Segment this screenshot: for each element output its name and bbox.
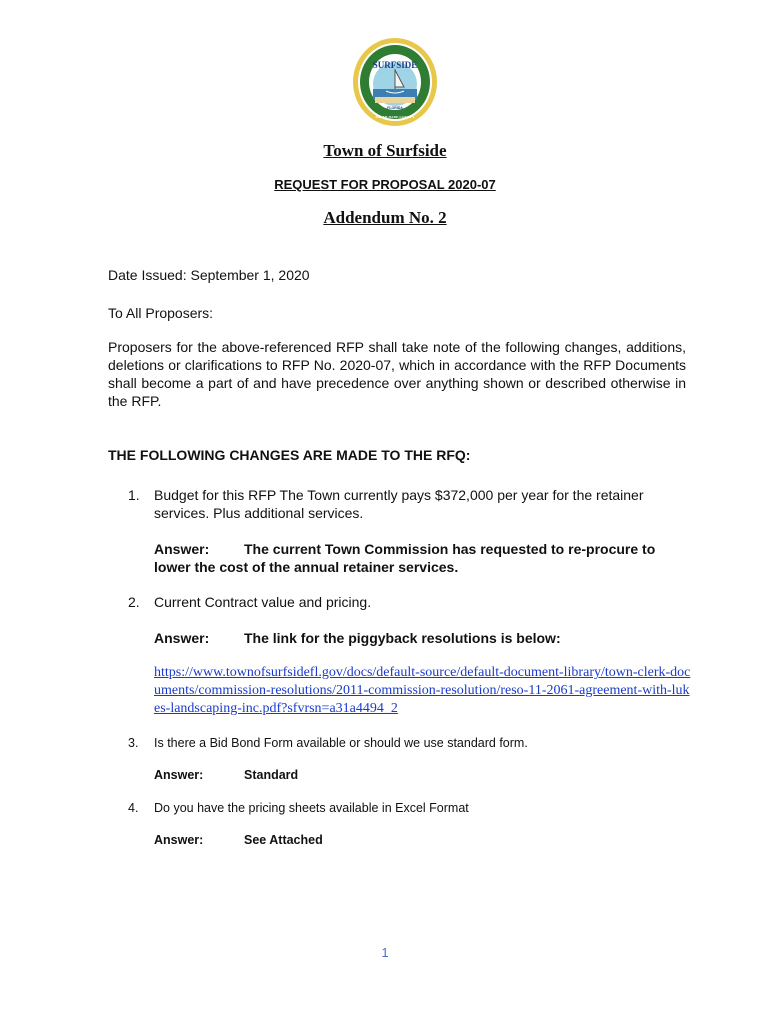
item-answer — [154, 540, 684, 576]
item-number: 2. — [128, 594, 140, 610]
resolution-link[interactable]: https://www.townofsurfsidefl.gov/docs/default-source/default-document-library/town-clerk-documents/commission-resolutions/2011-commission-resolution/reso-11-2061-agreement-with-lukes-landscaping-inc.pdf?sfvrsn=a31a4494_2 — [154, 665, 691, 716]
answer-text: The current Town Commission has requested to re-procure to lower the cost of the annual retainer services. — [154, 541, 656, 575]
answer-label: Answer: — [154, 768, 204, 782]
date-issued: Date Issued: September 1, 2020 — [108, 267, 310, 283]
answer-text: The link for the piggyback resolutions is below: — [244, 630, 561, 646]
answer-label: Answer: — [154, 630, 210, 646]
svg-text:TOWN OF: TOWN OF — [385, 56, 405, 61]
addendum-title: Addendum No. 2 — [323, 208, 447, 227]
svg-text:SURFSIDE: SURFSIDE — [372, 60, 418, 70]
svg-text:FLORIDA: FLORIDA — [387, 106, 403, 110]
item-answer — [154, 766, 684, 784]
answer-text: See Attached — [244, 833, 323, 847]
answer-label: Answer: — [154, 833, 204, 847]
answer-label: Answer: — [154, 541, 210, 557]
item-question: Current Contract value and pricing. — [154, 594, 372, 610]
item-question: Budget for this RFP The Town currently pays $372,000 per year for the retainer services. Plus additional services. — [154, 487, 644, 521]
item-question: Is there a Bid Bond Form available or should we use standard form. — [154, 736, 528, 750]
changes-heading: THE FOLLOWING CHANGES ARE MADE TO THE RFQ: — [108, 447, 471, 463]
salutation: To All Proposers: — [108, 305, 214, 321]
town-seal-logo — [352, 37, 438, 127]
item-number: 1. — [128, 487, 140, 503]
town-title: Town of Surfside — [323, 141, 447, 160]
svg-text:MIAMI-DADE COUNTY: MIAMI-DADE COUNTY — [375, 115, 415, 119]
item-question: Do you have the pricing sheets available in Excel Format — [154, 801, 469, 815]
page-number: 1 — [381, 945, 389, 960]
item-answer — [154, 831, 684, 849]
rfp-title: REQUEST FOR PROPOSAL 2020-07 — [274, 177, 496, 192]
item-answer — [154, 629, 684, 647]
item-number: 4. — [128, 801, 139, 815]
intro-paragraph: Proposers for the above-referenced RFP shall take note of the following changes, additions, deletions or clarifications to RFP No. 2020-07, which in accordance with the RFP Documents shall become a part of and have precedence over anything shown or described otherwise in the RFP. — [108, 339, 686, 409]
item-number: 3. — [128, 736, 139, 750]
answer-text: Standard — [244, 768, 299, 782]
